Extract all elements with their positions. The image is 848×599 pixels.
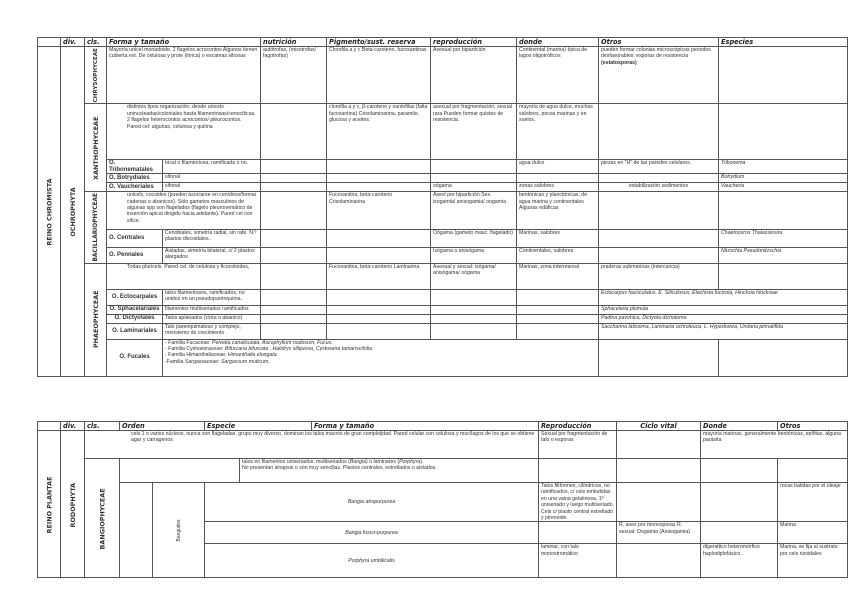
table-row	[38, 459, 848, 483]
chromista-table	[37, 37, 848, 377]
order-vaucheriales: O. Vaucheriales	[107, 183, 163, 192]
chryso-reproduccion: Asexual por bipartición	[431, 47, 517, 104]
pennales-forma: Aisladas, simetría bilateral, c/ 2 plastos alargados	[163, 247, 261, 263]
order-ectocarpales: O. Ectocarpales	[107, 289, 163, 305]
empty-cell	[431, 305, 517, 314]
bangia-fusco-donde: Marina	[778, 522, 848, 544]
col-cls: cls.	[85, 38, 107, 47]
forma-text: ).	[420, 459, 424, 465]
empty-cell	[617, 544, 701, 578]
reino-chromista-label: REINO CHROMISTA	[38, 47, 61, 377]
empty-cell	[431, 160, 517, 174]
phaeo-pigmento: Fucoxantina, beta-caroteno Laminarina	[327, 263, 431, 289]
plantae-table	[37, 421, 848, 578]
empty-cell	[719, 339, 848, 376]
rodophyta-reproduccion: Sexual por fragmentación de talo o esporas	[539, 431, 617, 459]
empty-cell	[539, 522, 617, 544]
bacil-donde: bentónicas y planctónicas, de agua marina y continentales Algunas edáficas	[517, 192, 599, 230]
xantho-donde: mayoría de agua dulce, muchas salobres, pocas marinas y en suelos.	[517, 104, 599, 160]
fucales-line	[165, 359, 515, 365]
col-nutricion: nutrición	[261, 38, 327, 47]
empty-cell	[327, 160, 431, 174]
tribonematales-forma: trical o filamentosa, ramificada o no.	[163, 160, 261, 174]
ectocarpales-forma: talos filamentosos, ramificados, no unidos en un pseudoparénquima.	[163, 289, 261, 305]
empty-cell	[261, 305, 327, 314]
phaeo-especies	[719, 263, 848, 289]
col-donde: Donde	[701, 422, 778, 431]
col-ciclo: Ciclo vital	[617, 422, 701, 431]
empty-cell	[431, 323, 517, 339]
empty-cell	[261, 174, 327, 183]
bangia-atropurpurea-forma: Talos filiformes, cilíndricos, no ramificados, c/ cels embutidas en una vaina gelatinosa, 1º uniseriado y luego multiseriado. Cels c/ plasto central estrellado y pirenoide.	[539, 483, 617, 522]
xantho-forma-italic: acrocontos/ pleurocontos.	[182, 117, 242, 124]
empty-cell	[617, 431, 701, 459]
bacil-nutricion	[261, 192, 327, 230]
empty-cell	[778, 459, 848, 483]
empty-cell	[517, 289, 599, 305]
empty-cell	[517, 314, 599, 323]
vaucheriales-forma: sifonal	[163, 183, 261, 192]
porphyra-forma: laminar, con talo monostromático	[539, 544, 617, 578]
empty-cell	[261, 289, 327, 305]
vaucheriales-reproduccion: oógama	[431, 183, 517, 192]
sphacelariales-especie: Sphacelaria plumula	[599, 305, 848, 314]
xantho-especies	[719, 104, 848, 160]
bacillariophyceae-label: BACILLARIOPHYCEAE	[85, 192, 107, 264]
rodophyta-label: RODOPHYTA	[61, 431, 85, 578]
empty-cell	[599, 247, 719, 263]
col-reino	[38, 38, 61, 47]
empty-cell	[517, 323, 599, 339]
col-donde: donde	[517, 38, 599, 47]
familia-especies: Bifurcaria bifurcata , Halidrys siliquosa, Cystoseira tamariscifolia	[224, 346, 373, 353]
chryso-pigmento: Clorofila a y c Beta-caroteno, fucoxantinas	[327, 47, 431, 104]
col-div: div.	[61, 422, 85, 431]
xantho-forma	[107, 104, 261, 160]
phaeo-nutricion	[261, 263, 327, 289]
vaucheriales-especie: Vaucheria	[719, 183, 848, 192]
order-tribonematales: O. Tribonematales	[107, 160, 163, 174]
col-otros: Otros	[778, 422, 848, 431]
col-reino	[38, 422, 61, 431]
empty-cell	[261, 314, 327, 323]
table-row	[38, 229, 848, 247]
forma-italic: Porphyra	[399, 459, 421, 465]
chryso-otros-bold: (estatosporas)	[601, 59, 637, 66]
chrysophyceae-label: CHRYSOPHYCEAE	[85, 47, 107, 104]
order-dictyotales: O. Dictyotales	[107, 314, 163, 323]
empty-cell	[261, 183, 327, 192]
familia-label: - Familia Cystoseiraceae:	[165, 346, 224, 353]
empty-cell	[517, 339, 599, 376]
bacil-pigmento: Fucoxantina, beta-caroteno Crisolaminarina	[327, 192, 431, 230]
phaeo-donde: Marinas, zona intermareal	[517, 263, 599, 289]
chryso-row	[38, 47, 848, 104]
order-pennales: O. Pennales	[107, 247, 163, 263]
empty-cell	[617, 459, 701, 483]
familia-especies: Pelvetia canaliculata, Ascophyllum nodosum, Fucus.	[212, 339, 333, 346]
centrales-donde: Marinas, salobres	[517, 229, 599, 247]
empty-cell	[701, 459, 778, 483]
col-reproduccion: reproducción	[431, 38, 517, 47]
empty-cell	[599, 229, 719, 247]
table-row	[38, 431, 848, 459]
empty-cell	[327, 289, 431, 305]
tribonematales-otros: piezas en "H" de las paredes celulares.	[599, 160, 719, 174]
bacil-row	[38, 192, 848, 230]
empty-cell	[327, 314, 431, 323]
col-pigmento: Pigmento/sust. reserva	[327, 38, 431, 47]
tribonematales-especie: Tribonema	[719, 160, 848, 174]
empty-cell	[517, 305, 599, 314]
porphyra-ciclo: digenético heteromórfico haplodiplofásico.	[701, 544, 778, 578]
table-row	[38, 183, 848, 192]
bacil-forma: unicels, cocoides (pueden asociarse en cenobios/formar cadenas o abanicos). Sólo gametos masculinos de algunas spp son flagelados (flagelo pleuronemático de inserción apical dirigido hacia adelante). Pared cel con sílice.	[107, 192, 261, 230]
empty-cell	[599, 339, 719, 376]
empty-cell	[431, 174, 517, 183]
order-laminariales: O. Laminariales	[107, 323, 163, 339]
bangia-fusco-purpurea: Bangia fusco-purpurea	[205, 522, 539, 544]
vaucheriales-otros: estabilización sedimentos	[599, 183, 719, 192]
empty-cell	[431, 314, 517, 323]
forma-text: No presentan sinapsis o son muy sencillas. Plastos centrales, estrellados o aislados.	[242, 465, 437, 472]
chryso-forma: Mayoría unicel monadoide. 2 flagelos acrocontos Algunos tienen cubierta ext. De celulosa y prote (lórica) o escamas silíceas	[107, 47, 261, 104]
centrales-reproduccion: Oógama (gameto masc. flagelado)	[431, 229, 517, 247]
xantho-forma-text: distintos tipos organización, desde unicels uninucleadas/coloniales hasta filamentosas/cenocíticas. 2 flagelos heterocontos	[127, 104, 256, 124]
vaucheriales-donde: zonas salobres	[517, 183, 599, 192]
rodophyta-donde: mayoría marinas, generalmente bentónicas, epífitas, alguna parásita	[701, 431, 848, 459]
bangia-fusco-reproduccion: R. asex por monosporas R. sexual: Oogamia (Anisogamia)	[617, 522, 701, 544]
centrales-forma: Cenobiales, simetría radial, sin rafe. N.º plastos discoidales.	[163, 229, 261, 247]
pennales-donde: Continentales, salobres	[517, 247, 599, 263]
table-row	[38, 160, 848, 174]
phaeo-reproduccion: Asexual y sexual: isógama/ anisógama/ oógama	[431, 263, 517, 289]
table-row	[38, 314, 848, 323]
phaeo-forma: Todas pluricels. Pared cel. de celulosa y ficocoloides,	[107, 263, 261, 289]
empty-cell	[327, 305, 431, 314]
xantho-reproduccion: asexual por fragmentación, sexual rara Pueden formar quistes de resistencia.	[431, 104, 517, 160]
dictyotales-forma: Talos aplanados (cinta o abanico)	[163, 314, 261, 323]
empty-cell	[701, 522, 778, 544]
col-forma: Forma y tamaño	[107, 38, 261, 47]
table-row	[38, 323, 848, 339]
empty-cell	[261, 247, 327, 263]
laminariales-especies: Saccharina latissima, Laminaria ochroleuca, L. Hyperborea, Undaria pinnatifida	[599, 323, 848, 339]
forma-text: talos en filamentos uniseriados, multiseriados (	[242, 459, 350, 465]
chryso-especies	[719, 47, 848, 104]
familia-label: - Familia Himanthaliaceae:	[165, 352, 227, 359]
ochrophyta-label: OCHROPHYTA	[61, 47, 85, 377]
porphyra-umbilicalis: Porphyra umbilicalis	[205, 544, 539, 578]
xantho-otros	[599, 104, 719, 160]
table-row	[38, 483, 848, 522]
bacil-reproduccion: Asexl por bipartición Sex. isogamia/ anisogamia/ oogamia	[431, 192, 517, 230]
pennales-reproduccion: Isógama o anisógama	[431, 247, 517, 263]
empty-cell	[261, 323, 327, 339]
phaeo-otros: praderas submarinas (intercancia)	[599, 263, 719, 289]
empty-cell	[261, 229, 327, 247]
empty-cell	[517, 174, 599, 183]
col-especies: Especies	[719, 38, 848, 47]
bangiales-label: Bangiales	[153, 483, 205, 578]
col-orden: Orden	[120, 422, 205, 431]
familia-especies: Himanthalia elongata	[227, 352, 277, 359]
xantho-nutricion	[261, 104, 327, 160]
forma-italic: Bangia	[349, 459, 366, 465]
empty-cell	[120, 483, 153, 578]
chryso-otros	[599, 47, 719, 104]
col-reproduccion: Reproducción	[539, 422, 617, 431]
bangiophyceae-label: BANGIOPHYCEAE	[85, 459, 120, 578]
empty-cell	[599, 174, 719, 183]
sphacelariales-forma: filamentos multiseriados ramificados	[163, 305, 261, 314]
xanthophyceae-label: XANTHOPHYCEAE	[85, 104, 107, 192]
ectocarpales-especies: Ectocarpus fasciculatus, E. Siliculosus, Elachista fucicola, Hincksia hincksiae	[599, 289, 848, 305]
table-row	[38, 339, 848, 376]
tribonematales-donde: agua dulce	[517, 160, 599, 174]
order-sphacelariales: O. Sphacelariales	[107, 305, 163, 314]
phaeophyceae-label: PHAEOPHYCEAE	[85, 263, 107, 376]
xantho-forma-pared: Pared cel: algunas, celulosa y quitina	[127, 123, 213, 130]
col-especie: Especie	[205, 422, 312, 431]
empty-cell	[327, 323, 431, 339]
bangia-atropurpurea-donde: rocas batidas por el oleaje	[778, 483, 848, 522]
chryso-nutricion: autótrofas, (mixotrofas/ fagotrofas)	[261, 47, 327, 104]
phaeo-row	[38, 263, 848, 289]
reino-plantae-label: REINO PLANTAE	[38, 431, 61, 578]
fucales-familias	[163, 339, 517, 376]
familia-especies: Sargassum muticum,	[220, 358, 270, 365]
empty-cell	[431, 289, 517, 305]
empty-cell	[327, 229, 431, 247]
botrydiales-especie: Botrydium	[719, 174, 848, 183]
table-row	[38, 247, 848, 263]
col-cls: cls.	[85, 422, 120, 431]
chryso-otros-text: pueden formar colonias microscópicas periodos desfavorables: esporas de resistencia	[601, 47, 711, 60]
table-row	[38, 174, 848, 183]
laminariales-forma: Talo parenquimatoso y complejo, meristemo de crecimiento	[163, 323, 261, 339]
col-div: div.	[61, 38, 85, 47]
porphyra-donde: Marina, se fija al sustrato por cels rizoidales	[778, 544, 848, 578]
centrales-especie: Chaetoceros Thalassiosira	[719, 229, 848, 247]
chryso-donde: Continental (marina) típica de lagos oligotróficos	[517, 47, 599, 104]
empty-cell	[701, 483, 778, 522]
empty-cell	[539, 459, 617, 483]
rodophyta-forma: cels 1 o varios núcleos. nunca son flageladas. grupo muy diverso, dominan los talos macros de gran complejidad. Pared celular con celulosa y mucílagos de los que se obtiene agar y carragenos	[85, 431, 539, 459]
table-row	[38, 289, 848, 305]
empty-cell	[261, 160, 327, 174]
xantho-pigmento: clorofila a y c, β-caroteno y xantofilas (falta fucoxantina) Crisolaminarina, paramilo, glucosa y aceites.	[327, 104, 431, 160]
botrydiales-forma: sifonal	[163, 174, 261, 183]
empty-cell	[327, 183, 431, 192]
table-row	[38, 305, 848, 314]
empty-cell	[327, 247, 431, 263]
header-row	[38, 38, 848, 47]
col-otros: Otros	[599, 38, 719, 47]
bangiales-forma	[240, 459, 539, 483]
pennales-especie: Nitzschia Pseudonitzschia	[719, 247, 848, 263]
empty-cell	[120, 459, 240, 483]
col-forma: Forma y tamaño	[312, 422, 539, 431]
order-fucales: O. Fucales	[107, 339, 163, 376]
empty-cell	[327, 174, 431, 183]
familia-label: -Familia Sargassaceae:	[165, 358, 220, 365]
bangia-atropurpurea: Bangia atropurpurea	[205, 483, 539, 522]
order-centrales: O. Centrales	[107, 229, 163, 247]
bacil-otros	[599, 192, 719, 230]
dictyotales-especie: Padina pavonica, Dictyota dichotoma	[599, 314, 848, 323]
empty-cell	[617, 483, 701, 522]
bacil-especies	[719, 192, 848, 230]
order-botrydiales: O. Botrydiales	[107, 174, 163, 183]
xantho-row	[38, 104, 848, 160]
forma-text: ) o laminares (	[366, 459, 400, 465]
header-row	[38, 422, 848, 431]
familia-label: - Familia Fucaceae:	[165, 339, 211, 346]
